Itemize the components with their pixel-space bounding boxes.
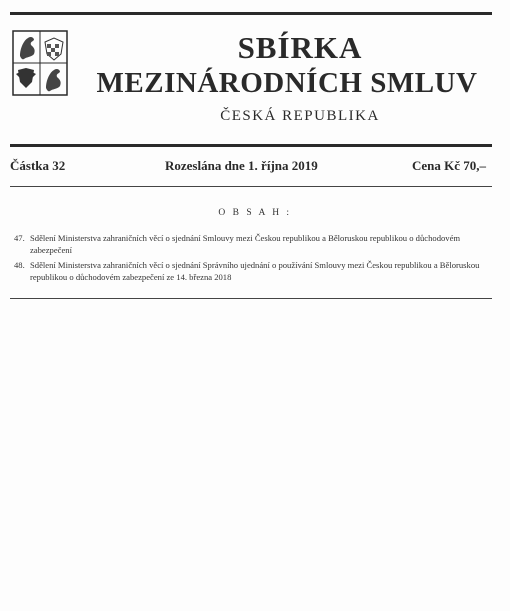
country-subtitle: ČESKÁ REPUBLIKA: [220, 108, 380, 124]
contents-item-text: Sdělení Ministerstva zahraničních věcí o sjednání Správního ujednání o používání Smlouvy mezi Českou republikou a Běloruskou republikou o důchodovém zabezpečení ze 14. března 2018: [30, 260, 480, 282]
czech-coat-of-arms-icon: [12, 30, 68, 96]
contents-heading: O B S A H :: [218, 208, 292, 218]
collection-title-line1: SBÍRKA: [237, 30, 363, 65]
contents-item-number: 47.: [14, 233, 25, 243]
issue-price: Cena Kč 70,–: [412, 158, 487, 173]
issue-info-rule: [10, 186, 492, 187]
contents-item-number: 48.: [14, 260, 25, 270]
issue-part: Částka 32: [10, 158, 66, 173]
contents-item-text: Sdělení Ministerstva zahraničních věcí o sjednání Smlouvy mezi Českou republikou a Běloruskou republikou o důchodovém zabezpečení: [30, 233, 461, 255]
contents-item: [14, 260, 494, 283]
issue-distribution-date: Rozeslána dne 1. října 2019: [165, 158, 318, 173]
collection-title-line2: MEZINÁRODNÍCH SMLUV: [96, 67, 478, 99]
top-rule: [10, 12, 492, 15]
header-bottom-rule: [10, 144, 492, 147]
contents-bottom-rule: [10, 298, 492, 299]
contents-item: [14, 233, 494, 256]
